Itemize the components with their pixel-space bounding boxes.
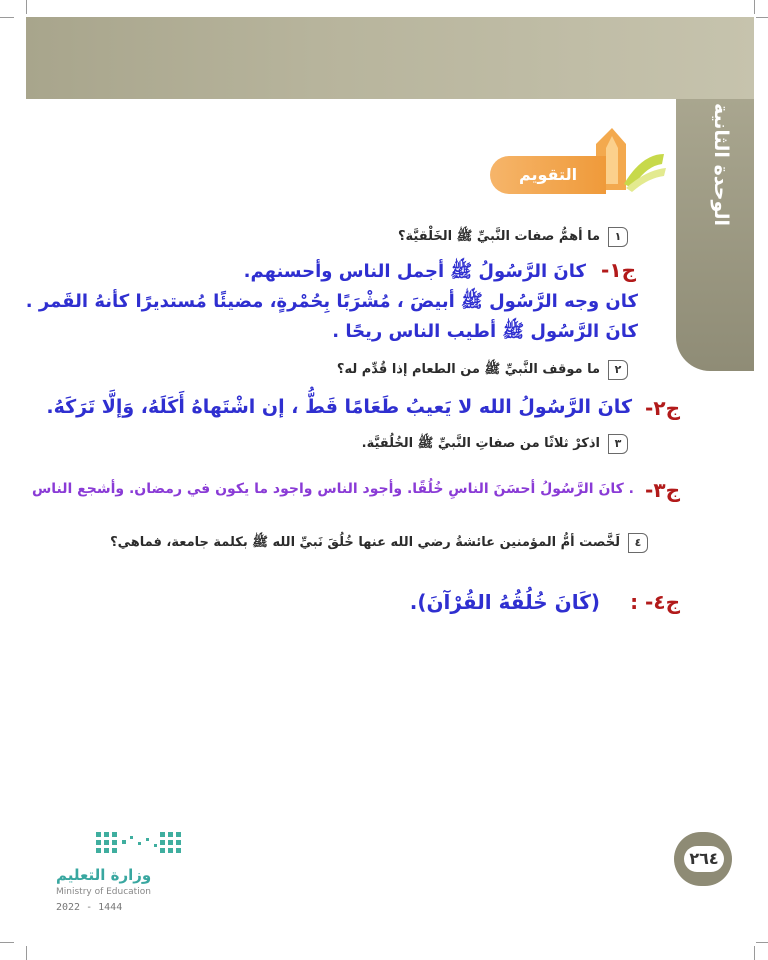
crop-mark <box>754 946 755 960</box>
answer-4-text: (كَانَ خُلُقُهُ القُرْآنَ). <box>409 590 600 614</box>
question-number: ٣ <box>608 434 628 454</box>
answer-2-label: ج٢- <box>645 396 680 420</box>
ministry-name-arabic: وزارة التعليم <box>56 866 152 884</box>
answer-1-line-1: كانَ الرَّسُولُ ﷺ أجمل الناس وأحسنهم. <box>243 261 586 282</box>
question-text: لَخَّصت أمُّ المؤمنين عائشةُ رضي الله عنها خُلُقَ نَبيِّ الله ﷺ بكلمة جامعة، فماهي؟ <box>110 534 620 550</box>
question-number: ١ <box>608 227 628 247</box>
crop-mark <box>26 946 27 960</box>
header-band <box>26 17 754 99</box>
question-text: اذكرْ ثلاثًا من صفاتِ النَّبيِّ ﷺ الخُلُقيَّة. <box>361 435 600 451</box>
question-2 <box>337 360 628 380</box>
crop-mark <box>754 0 755 14</box>
unit-title: الوحدة الثانية <box>710 103 732 227</box>
crop-mark <box>0 17 14 18</box>
crop-mark <box>0 942 14 943</box>
answer-4-label: ج٤- : <box>630 590 680 614</box>
section-badge: التقويم <box>490 156 606 194</box>
crop-mark <box>26 0 27 14</box>
crop-mark <box>756 942 768 943</box>
answer-1-label: ج١- <box>601 258 636 282</box>
answer-1-line-3: كانَ الرَّسُول ﷺ أطيب الناس ريحًا . <box>332 321 638 342</box>
answer-2-text: كانَ الرَّسُولُ الله لا يَعيبُ طَعَامًا قَطُّ ، إن اشْتَهاهُ أَكَلَهُ، وَإلَّا تَرَكَهُ. <box>46 396 632 418</box>
answer-3-label: ج٣- <box>645 478 680 502</box>
answer-1-line-2: كان وجه الرَّسُول ﷺ أبيضَ ، مُشْرَبًا بِحُمْرةٍ، مضيئًا مُستديرًا كأنهُ القَمر . <box>25 291 638 312</box>
answer-3-text: . كانَ الرَّسُولُ أحسَنَ الناسِ خُلُقًا. وأجود الناس واجود ما يكون في رمضان. وأشجع الناس <box>31 481 634 497</box>
ministry-name-english: Ministry of Education <box>56 887 151 897</box>
question-1 <box>398 227 628 247</box>
ministry-logo-icon <box>94 828 184 862</box>
question-4 <box>110 533 648 553</box>
question-number: ٢ <box>608 360 628 380</box>
question-3 <box>362 434 628 454</box>
edition-year: 2022 - 1444 <box>56 902 123 913</box>
question-text: ما موقف النَّبيِّ ﷺ من الطعام إذا قُدِّم له؟ <box>336 361 600 377</box>
crop-mark <box>756 17 768 18</box>
page-number: ٢٦٤ <box>684 846 724 872</box>
question-text: ما أهمُّ صفات النَّبيِّ ﷺ الخَلْقيَّة؟ <box>398 228 600 244</box>
question-number: ٤ <box>628 533 648 553</box>
